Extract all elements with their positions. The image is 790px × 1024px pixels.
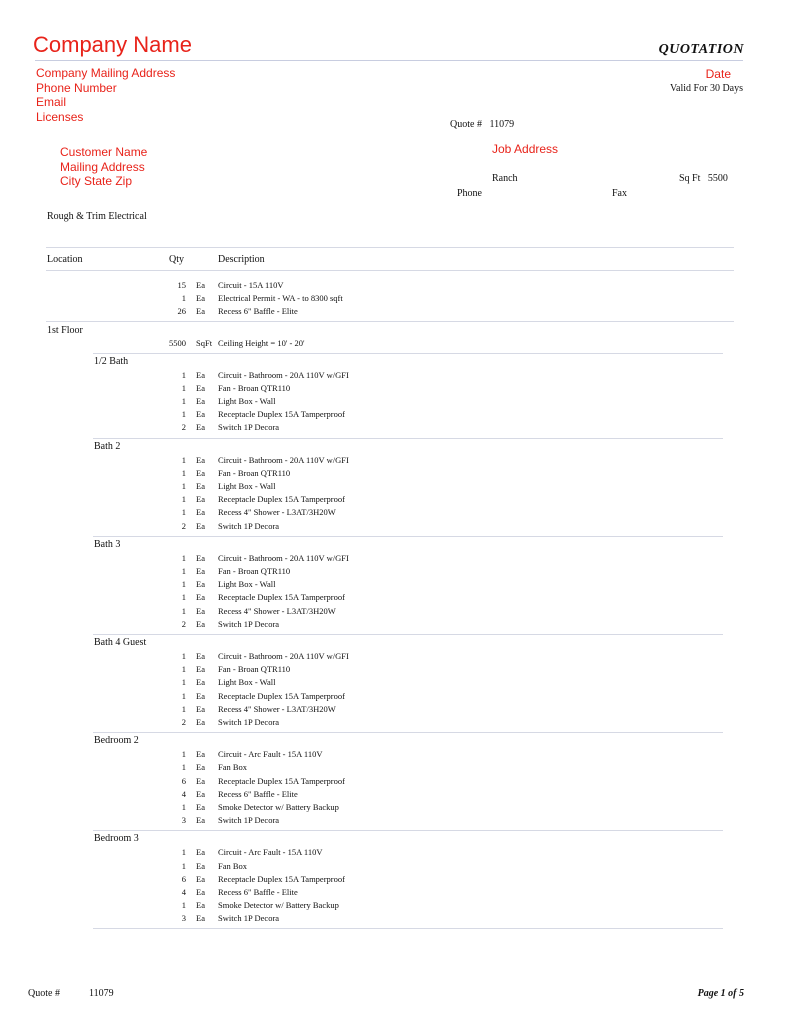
job-address: Job Address — [492, 142, 559, 156]
item-qty: 3 — [181, 814, 186, 825]
item-description: Fan - Broan QTR110 — [218, 468, 291, 479]
item-description: Light Box - Wall — [218, 677, 276, 688]
footer-quote-number: 11079 — [89, 988, 114, 999]
section-rule — [46, 321, 734, 322]
item-description: Circuit - 15A 110V — [218, 280, 284, 290]
item-qty: 1 — [181, 703, 186, 714]
item-description: Recess 4" Shower - L3AT/3H20W — [218, 605, 336, 616]
item-qty: 1 — [181, 847, 186, 858]
item-qty: 1 — [181, 592, 186, 603]
item-unit: Ea — [196, 481, 205, 492]
company-address-block — [36, 66, 175, 124]
room-name: Bath 3 — [94, 539, 121, 551]
item-qty: 6 — [181, 873, 186, 884]
item-unit: Ea — [196, 618, 205, 629]
item-unit: Ea — [196, 566, 205, 577]
job-name: Ranch — [492, 173, 518, 184]
customer-city-state-zip: City State Zip — [60, 174, 133, 188]
item-description: Circuit - Bathroom - 20A 110V w/GFI — [218, 455, 349, 465]
company-licenses: Licenses — [36, 109, 84, 124]
section-rule — [93, 353, 723, 354]
item-unit: Ea — [196, 749, 205, 760]
company-email: Email — [36, 95, 67, 109]
item-qty: 2 — [181, 520, 186, 531]
item-unit: Ea — [196, 592, 205, 603]
quote-number-block — [450, 119, 514, 130]
project-description: Rough & Trim Electrical — [47, 211, 147, 222]
item-unit: Ea — [196, 605, 205, 616]
item-qty: 6 — [181, 775, 186, 786]
footer-quote-label: Quote # — [28, 988, 60, 999]
sqft-value: 5500 — [707, 173, 728, 184]
item-unit: Ea — [196, 409, 205, 420]
company-mailing-address: Company Mailing Address — [36, 66, 176, 80]
item-qty: 3 — [181, 912, 186, 923]
item-unit: Ea — [196, 703, 205, 714]
item-unit: Ea — [196, 775, 205, 786]
item-description: Ceiling Height = 10' - 20' — [218, 338, 305, 348]
item-description: Fan - Broan QTR110 — [218, 566, 291, 577]
item-qty: 1 — [181, 566, 186, 577]
quote-number-label: Quote # — [450, 119, 482, 130]
item-qty: 1 — [181, 605, 186, 616]
room-name: Bath 2 — [94, 441, 121, 452]
item-unit: Ea — [196, 579, 205, 590]
quote-number: 11079 — [489, 119, 515, 130]
sqft-block — [679, 173, 728, 184]
item-qty: 1 — [181, 409, 186, 420]
item-qty: 1 — [181, 762, 186, 773]
item-qty: 2 — [181, 618, 186, 629]
item-qty: 1 — [181, 468, 186, 479]
item-description: Recess 6" Baffle - Elite — [218, 788, 298, 799]
item-qty: 26 — [177, 306, 186, 316]
item-unit: Ea — [196, 873, 205, 884]
item-description: Fan Box — [218, 860, 248, 871]
item-description: Switch 1P Decora — [218, 422, 280, 433]
section-rule — [93, 830, 723, 831]
item-qty: 1 — [181, 481, 186, 492]
item-qty: 1 — [181, 507, 186, 518]
item-description: Recess 6" Baffle - Elite — [218, 886, 298, 897]
item-description: Smoke Detector w/ Battery Backup — [218, 801, 339, 812]
item-description: Fan - Broan QTR110 — [218, 383, 291, 394]
item-unit: Ea — [196, 280, 205, 290]
item-qty: 1 — [181, 690, 186, 701]
item-unit: Ea — [196, 422, 205, 433]
item-description: Circuit - Arc Fault - 15A 110V — [218, 749, 323, 760]
item-description: Switch 1P Decora — [218, 912, 280, 923]
fax-label: Fax — [612, 188, 627, 199]
item-description: Receptacle Duplex 15A Tamperproof — [218, 690, 345, 701]
table-top-rule — [46, 247, 734, 248]
room-name: 1/2 Bath — [94, 356, 129, 367]
customer-block — [60, 145, 147, 189]
page-indicator: Page 1 of 5 — [697, 988, 744, 999]
item-description: Switch 1P Decora — [218, 520, 280, 531]
item-qty: 1 — [181, 664, 186, 675]
item-description: Fan Box — [218, 762, 248, 773]
item-qty: 4 — [181, 788, 186, 799]
quote-date: Date — [705, 67, 731, 81]
item-unit: Ea — [196, 383, 205, 394]
item-description: Circuit - Bathroom - 20A 110V w/GFI — [218, 651, 349, 662]
section-rule — [93, 438, 723, 439]
column-header-qty: Qty — [169, 254, 184, 265]
item-description: Recess 4" Shower - L3AT/3H20W — [218, 507, 336, 518]
company-phone: Phone Number — [36, 80, 117, 95]
sqft-label: Sq Ft — [679, 173, 701, 184]
item-qty: 5500 — [169, 338, 186, 348]
item-unit: Ea — [196, 396, 205, 407]
room-name: Bedroom 2 — [94, 735, 139, 747]
item-description: Receptacle Duplex 15A Tamperproof — [218, 873, 345, 884]
item-unit: Ea — [196, 899, 205, 910]
item-unit: Ea — [196, 507, 205, 518]
item-description: Switch 1P Decora — [218, 618, 280, 629]
item-unit: Ea — [196, 468, 205, 479]
item-qty: 4 — [181, 886, 186, 897]
item-description: Circuit - Bathroom - 20A 110V w/GFI — [218, 370, 349, 380]
item-qty: 1 — [181, 651, 186, 662]
item-unit: Ea — [196, 814, 205, 825]
item-description: Receptacle Duplex 15A Tamperproof — [218, 775, 345, 786]
item-qty: 2 — [181, 716, 186, 727]
item-unit: Ea — [196, 788, 205, 799]
phone-label: Phone — [457, 188, 482, 199]
floor-name: 1st Floor — [47, 325, 83, 336]
item-description: Light Box - Wall — [218, 396, 276, 407]
item-description: Recess 4" Shower - L3AT/3H20W — [218, 703, 336, 714]
item-qty: 2 — [181, 422, 186, 433]
item-unit: Ea — [196, 801, 205, 812]
item-unit: Ea — [196, 306, 205, 316]
document-title: QUOTATION — [658, 42, 744, 57]
item-unit: SqFt — [196, 338, 213, 348]
item-description: Smoke Detector w/ Battery Backup — [218, 899, 339, 910]
section-rule — [93, 928, 723, 929]
item-qty: 15 — [177, 280, 186, 290]
item-unit: Ea — [196, 553, 205, 564]
item-qty: 1 — [181, 553, 186, 564]
item-unit: Ea — [196, 494, 205, 505]
item-unit: Ea — [196, 690, 205, 701]
section-rule — [93, 634, 723, 635]
item-description: Electrical Permit - WA - to 8300 sqft — [218, 293, 343, 303]
item-unit: Ea — [196, 847, 205, 858]
item-description: Switch 1P Decora — [218, 814, 280, 825]
item-unit: Ea — [196, 651, 205, 662]
item-unit: Ea — [196, 762, 205, 773]
item-qty: 1 — [181, 293, 186, 303]
item-qty: 1 — [181, 899, 186, 910]
item-description: Receptacle Duplex 15A Tamperproof — [218, 592, 345, 603]
company-name: Company Name — [33, 32, 192, 57]
item-qty: 1 — [181, 396, 186, 407]
section-rule — [93, 536, 723, 537]
item-qty: 1 — [181, 749, 186, 760]
item-description: Receptacle Duplex 15A Tamperproof — [218, 409, 345, 420]
column-header-rule — [46, 270, 734, 271]
item-description: Light Box - Wall — [218, 481, 276, 492]
item-description: Light Box - Wall — [218, 579, 276, 590]
item-qty: 1 — [181, 801, 186, 812]
item-qty: 1 — [181, 677, 186, 688]
item-unit: Ea — [196, 370, 205, 380]
item-unit: Ea — [196, 293, 205, 303]
item-description: Circuit - Bathroom - 20A 110V w/GFI — [218, 553, 349, 564]
valid-period: Valid For 30 Days — [669, 83, 743, 94]
item-unit: Ea — [196, 886, 205, 897]
item-unit: Ea — [196, 520, 205, 531]
item-unit: Ea — [196, 664, 205, 675]
header-divider — [35, 60, 743, 61]
item-description: Recess 6" Baffle - Elite — [218, 306, 298, 316]
column-header-location: Location — [47, 254, 83, 265]
item-qty: 1 — [181, 579, 186, 590]
item-qty: 1 — [181, 494, 186, 505]
item-qty: 1 — [181, 370, 186, 380]
customer-name: Customer Name — [60, 145, 148, 159]
item-qty: 1 — [181, 383, 186, 394]
item-unit: Ea — [196, 716, 205, 727]
customer-mailing-address: Mailing Address — [60, 159, 145, 174]
item-description: Receptacle Duplex 15A Tamperproof — [218, 494, 345, 505]
room-name: Bedroom 3 — [94, 833, 139, 845]
item-unit: Ea — [196, 455, 205, 465]
item-qty: 1 — [181, 455, 186, 465]
item-description: Fan - Broan QTR110 — [218, 664, 291, 675]
item-unit: Ea — [196, 912, 205, 923]
item-description: Circuit - Arc Fault - 15A 110V — [218, 847, 323, 858]
section-rule — [93, 732, 723, 733]
room-name: Bath 4 Guest — [94, 637, 147, 649]
item-description: Switch 1P Decora — [218, 716, 280, 727]
column-header-description: Description — [218, 254, 265, 265]
item-unit: Ea — [196, 860, 205, 871]
item-qty: 1 — [181, 860, 186, 871]
item-unit: Ea — [196, 677, 205, 688]
